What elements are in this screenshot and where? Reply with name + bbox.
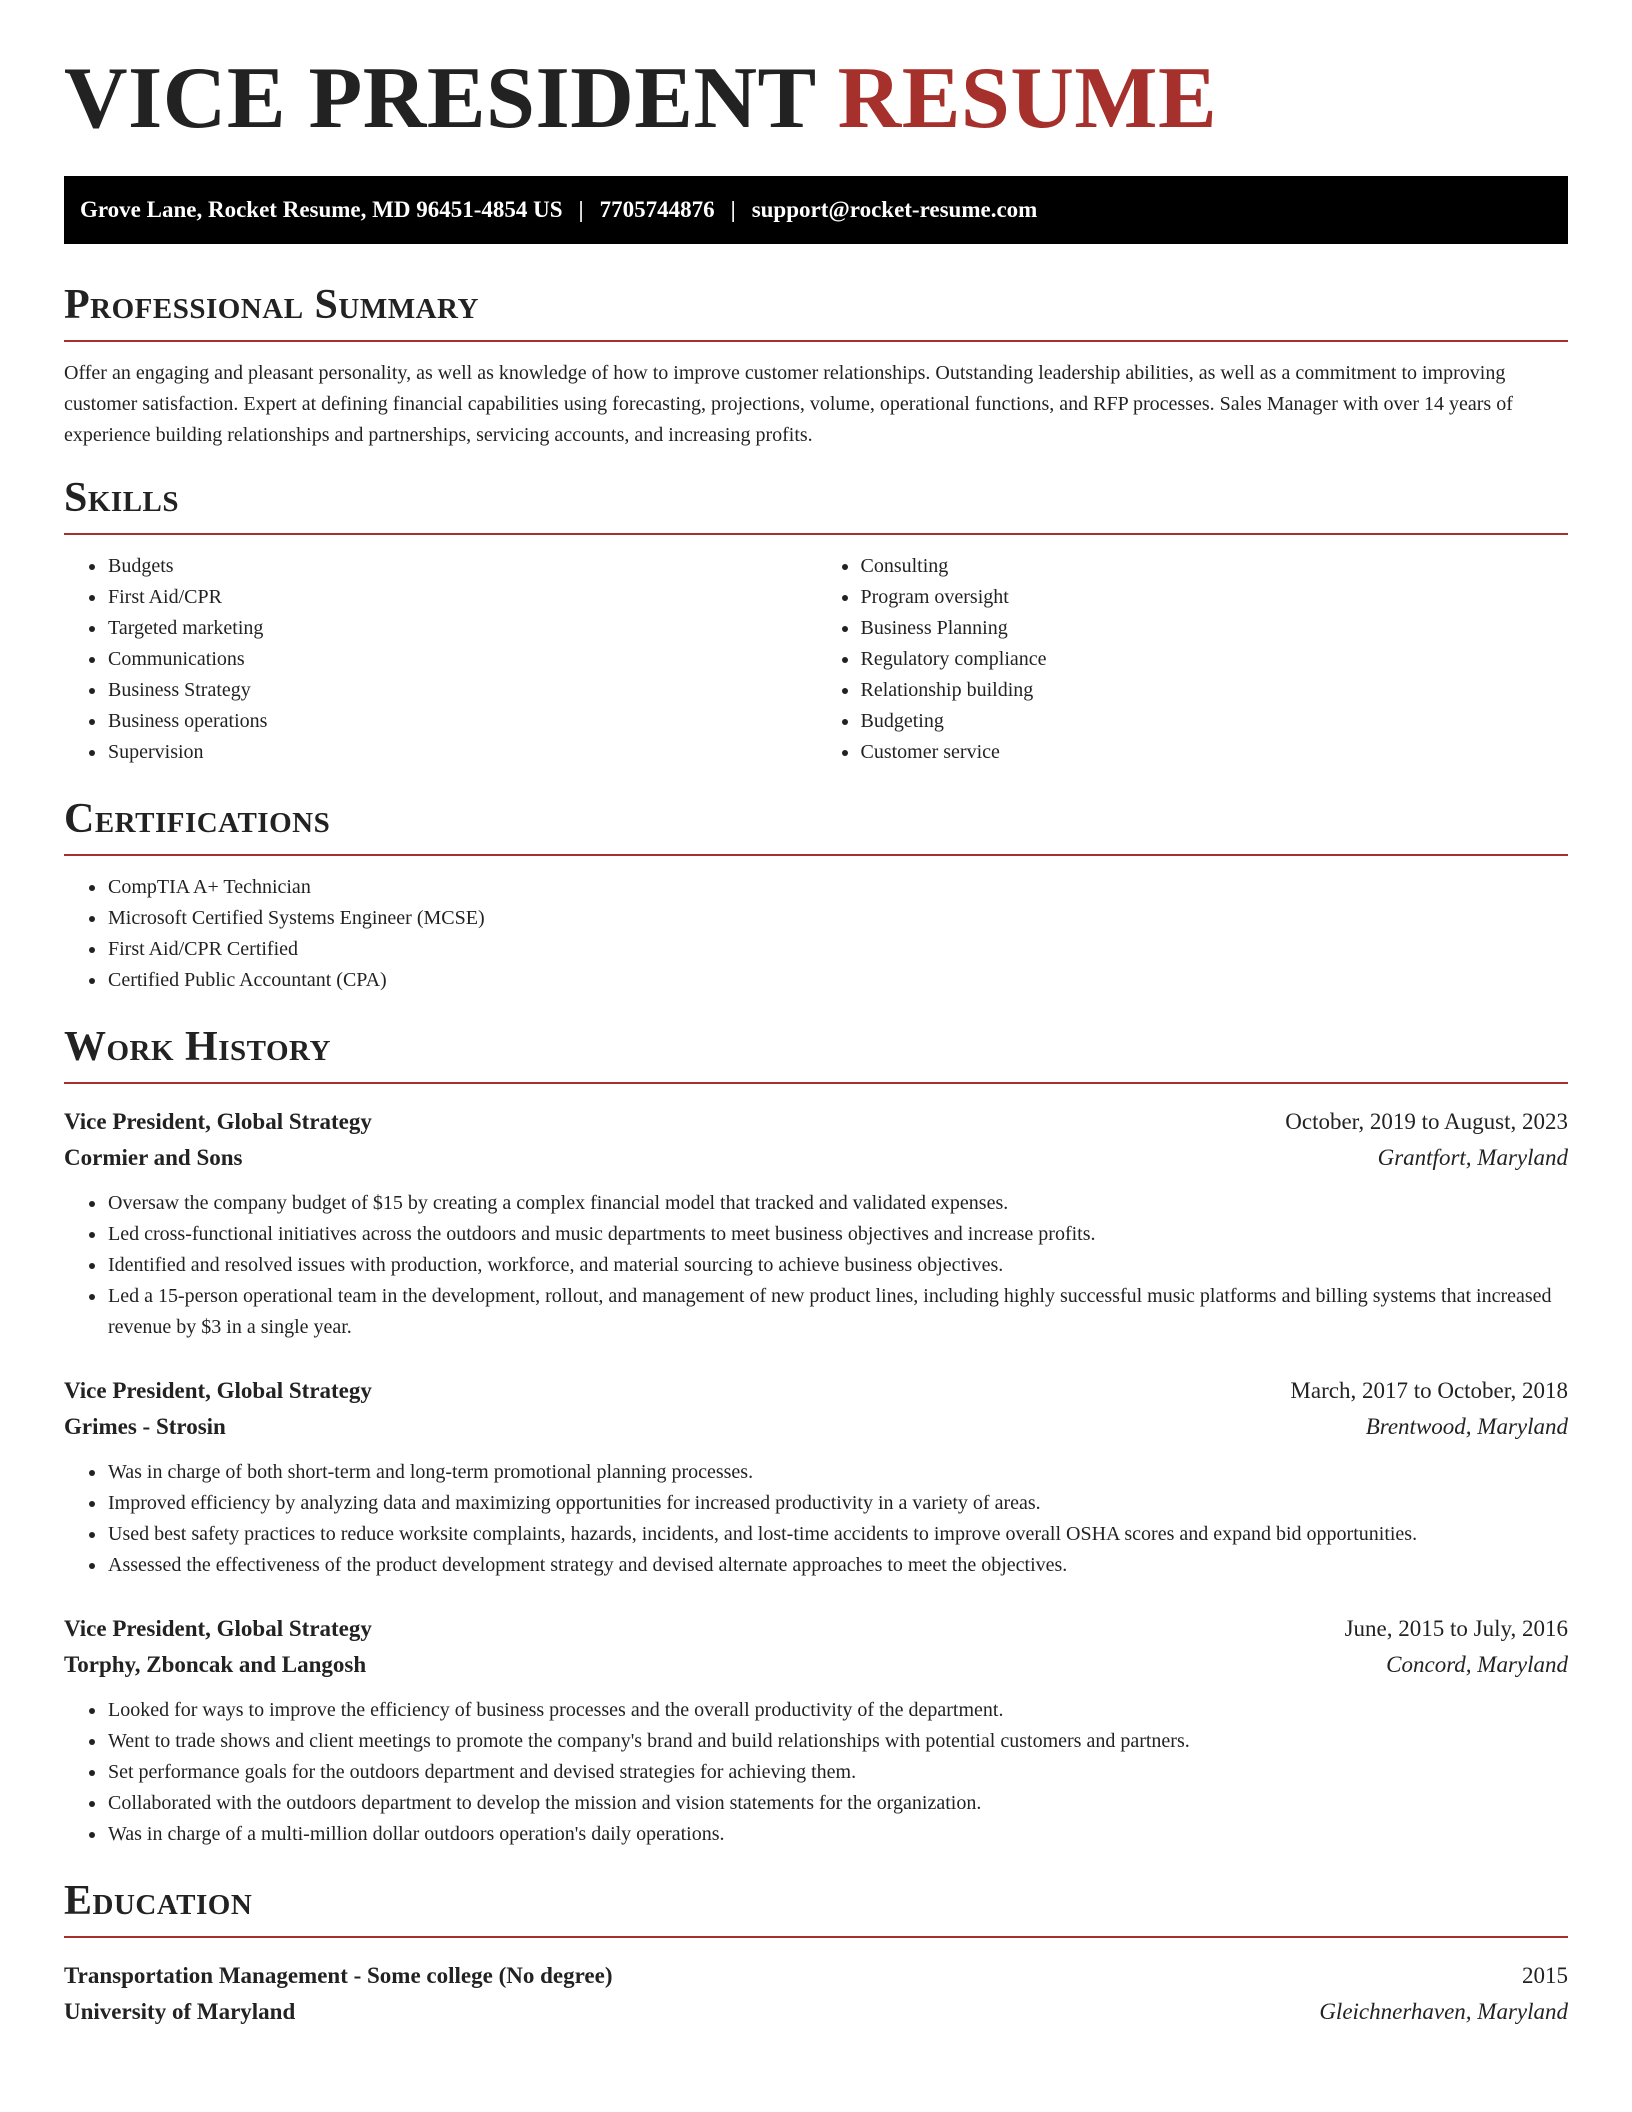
job-company-row [64,1140,1568,1176]
list-item: • Improved efficiency by analyzing data and maximizing opportunities for increased productivity in a variety of areas. [107,1488,1568,1519]
job-entry [64,1104,1568,1343]
job-location: Grantfort, Maryland [1377,1145,1568,1170]
summary-text: Offer an engaging and pleasant personality, as well as knowledge of how to improve customer relationships. Outstanding leadership abilities, as well as a commitment to improving customer satisfaction. Expert at defining financial capabilities using forecasting, projections, volume, operational functions, and RFP processes. Sales Manager with over 14 years of experience building relationships and partnerships, servicing accounts, and increasing profits. [64,362,1513,446]
skills-list-right [816,551,1569,768]
list-item: • Assessed the effectiveness of the product development strategy and devised alternate approaches to meet the objectives. [107,1550,1568,1581]
job-dates: March, 2017 to October, 2018 [1290,1378,1568,1403]
skills-heading: Skills [64,477,1568,535]
education-school: University of Maryland [64,1999,296,2024]
job-entry [64,1373,1568,1581]
list-item: • Program oversight [860,582,1569,613]
job-title-row [64,1104,1568,1140]
job-dates: June, 2015 to July, 2016 [1344,1616,1568,1641]
job-duties [64,1188,1568,1343]
list-item: • First Aid/CPR [107,582,816,613]
job-company: Cormier and Sons [64,1145,243,1170]
list-item: • Identified and resolved issues with production, workforce, and material sourcing to achieve business objectives. [107,1250,1568,1281]
education-degree-row [64,1958,1568,1994]
certifications-list [64,872,1568,996]
list-item: • Set performance goals for the outdoors department and devised strategies for achieving them. [107,1757,1568,1788]
job-title-row [64,1373,1568,1409]
list-item: • Led cross-functional initiatives across the outdoors and music departments to meet business objectives and increase profits. [107,1219,1568,1250]
list-item: • Targeted marketing [107,613,816,644]
education-section [64,1880,1568,2030]
title-main: VICE PRESIDENT [64,50,816,147]
job-location: Concord, Maryland [1386,1652,1568,1677]
job-title-row [64,1611,1568,1647]
list-item: • Business Planning [860,613,1569,644]
list-item: • Communications [107,644,816,675]
certifications-heading: Certifications [64,798,1568,856]
work-history-section [64,1026,1568,1850]
title-accent: RESUME [837,50,1218,147]
contact-separator: | [730,197,736,222]
list-item: • Microsoft Certified Systems Engineer (MCSE) [107,903,1568,934]
education-degree: Transportation Management - Some college (No degree) [64,1963,613,1988]
job-company: Torphy, Zboncak and Langosh [64,1652,367,1677]
job-company: Grimes - Strosin [64,1414,226,1439]
contact-separator: | [578,197,584,222]
list-item: • Business operations [107,706,816,737]
list-item: • Went to trade shows and client meetings to promote the company's brand and build relationships with potential customers and partners. [107,1726,1568,1757]
list-item: • Budgets [107,551,816,582]
contact-address: Grove Lane, Rocket Resume, MD 96451-4854 US [80,197,563,222]
job-location: Brentwood, Maryland [1365,1414,1568,1439]
list-item: • First Aid/CPR Certified [107,934,1568,965]
list-item: • Regulatory compliance [860,644,1569,675]
job-entry [64,1611,1568,1850]
list-item: • CompTIA A+ Technician [107,872,1568,903]
work-history-heading: Work History [64,1026,1568,1084]
list-item: • Consulting [860,551,1569,582]
job-title: Vice President, Global Strategy [64,1109,372,1134]
list-item: • Led a 15-person operational team in the development, rollout, and management of new product lines, including highly successful music platforms and billing systems that increased revenue by $3 in a single year. [107,1281,1568,1343]
education-heading: Education [64,1880,1568,1938]
skills-section [64,477,1568,768]
job-duties [64,1457,1568,1581]
list-item: • Looked for ways to improve the efficiency of business processes and the overall productivity of the department. [107,1695,1568,1726]
list-item: • Supervision [107,737,816,768]
job-dates: October, 2019 to August, 2023 [1285,1109,1568,1134]
education-location: Gleichnerhaven, Maryland [1319,1999,1568,2024]
skills-grid [64,535,1568,768]
list-item: • Used best safety practices to reduce worksite complaints, hazards, incidents, and lost-time accidents to improve overall OSHA scores and expand bid opportunities. [107,1519,1568,1550]
job-title: Vice President, Global Strategy [64,1378,372,1403]
list-item: • Was in charge of both short-term and long-term promotional planning processes. [107,1457,1568,1488]
summary-section [64,284,1568,451]
list-item: • Business Strategy [107,675,816,706]
job-title: Vice President, Global Strategy [64,1616,372,1641]
education-year: 2015 [1522,1963,1568,1988]
job-company-row [64,1647,1568,1683]
resume-title [64,0,1568,147]
list-item: • Customer service [860,737,1569,768]
education-school-row [64,1994,1568,2030]
list-item: • Relationship building [860,675,1569,706]
job-duties [64,1695,1568,1850]
contact-email: support@rocket-resume.com [751,197,1038,222]
contact-bar [64,176,1568,244]
list-item: • Budgeting [860,706,1569,737]
list-item: • Oversaw the company budget of $15 by creating a complex financial model that tracked and validated expenses. [107,1188,1568,1219]
certifications-section [64,798,1568,996]
summary-heading: Professional Summary [64,284,1568,342]
skills-list-left [64,551,816,768]
contact-phone: 7705744876 [599,197,715,222]
education-entry [64,1958,1568,2030]
job-company-row [64,1409,1568,1445]
list-item: • Was in charge of a multi-million dollar outdoors operation's daily operations. [107,1819,1568,1850]
list-item: • Collaborated with the outdoors department to develop the mission and vision statements for the organization. [107,1788,1568,1819]
list-item: • Certified Public Accountant (CPA) [107,965,1568,996]
